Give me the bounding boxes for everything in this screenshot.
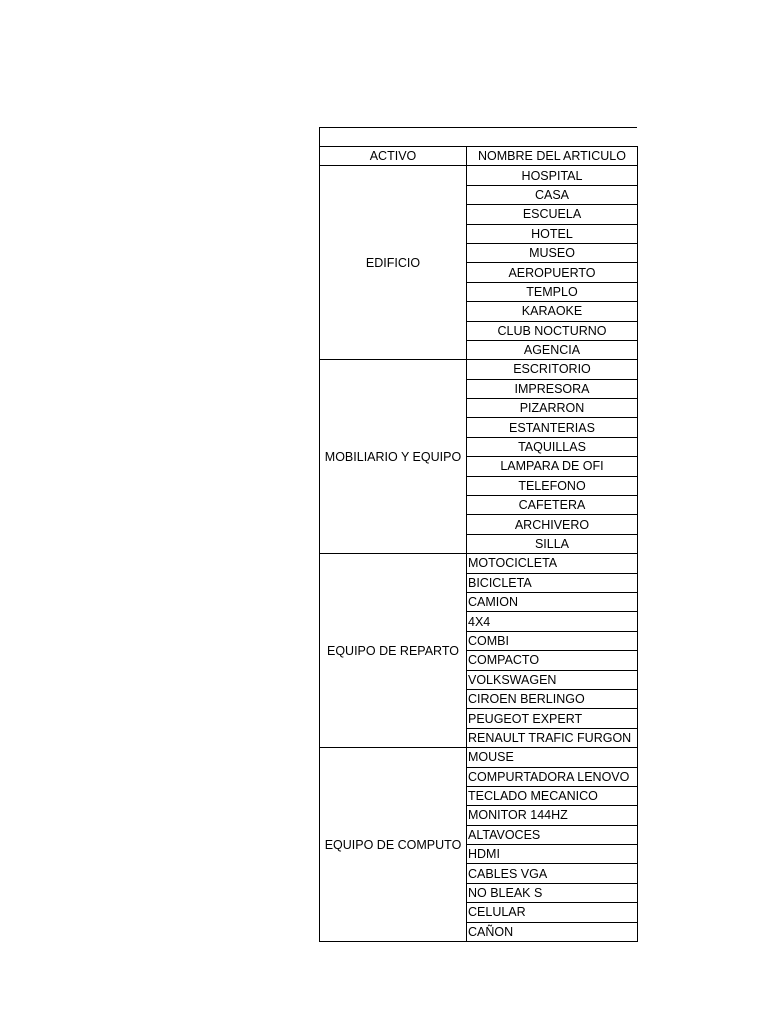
articulo-cell: COMPACTO: [467, 651, 638, 670]
header-nombre-del-articulo: NOMBRE DEL ARTICULO: [467, 147, 638, 166]
articulo-cell: 4X4: [467, 612, 638, 631]
articulo-cell: HOSPITAL: [467, 166, 638, 185]
articulo-cell: AGENCIA: [467, 340, 638, 359]
articulo-cell: RENAULT TRAFIC FURGON: [467, 728, 638, 747]
articulo-cell: CIROEN BERLINGO: [467, 689, 638, 708]
activo-cell: MOBILIARIO Y EQUIPO: [320, 360, 467, 554]
articulo-cell: CELULAR: [467, 903, 638, 922]
articulo-cell: COMBI: [467, 631, 638, 650]
articulo-cell: VOLKSWAGEN: [467, 670, 638, 689]
articulo-cell: HOTEL: [467, 224, 638, 243]
activo-cell: EDIFICIO: [320, 166, 467, 360]
table-row: [320, 748, 638, 767]
table-body: [320, 166, 638, 942]
articulo-cell: ALTAVOCES: [467, 825, 638, 844]
articulo-cell: MONITOR 144HZ: [467, 806, 638, 825]
header-activo: ACTIVO: [320, 147, 467, 166]
header-row: [320, 147, 638, 166]
articulo-cell: TELEFONO: [467, 476, 638, 495]
table-row: [320, 360, 638, 379]
articulo-cell: ARCHIVERO: [467, 515, 638, 534]
articulo-cell: COMPURTADORA LENOVO: [467, 767, 638, 786]
articulo-cell: NO BLEAK S: [467, 883, 638, 902]
spreadsheet: [319, 127, 637, 942]
articulo-cell: ESCUELA: [467, 205, 638, 224]
articulo-cell: TAQUILLAS: [467, 437, 638, 456]
articulo-cell: CABLES VGA: [467, 864, 638, 883]
articulo-cell: CAMION: [467, 592, 638, 611]
table-row: [320, 554, 638, 573]
activo-cell: EQUIPO DE REPARTO: [320, 554, 467, 748]
articulo-cell: HDMI: [467, 845, 638, 864]
articulo-cell: ESTANTERIAS: [467, 418, 638, 437]
articulo-cell: BICICLETA: [467, 573, 638, 592]
articulo-cell: CAFETERA: [467, 496, 638, 515]
articulo-cell: CLUB NOCTURNO: [467, 321, 638, 340]
articulo-cell: PIZARRON: [467, 399, 638, 418]
articulo-cell: MOTOCICLETA: [467, 554, 638, 573]
articulo-cell: CASA: [467, 185, 638, 204]
activo-cell: EQUIPO DE COMPUTO: [320, 748, 467, 942]
articulo-cell: CAÑON: [467, 922, 638, 941]
articulo-cell: TECLADO MECANICO: [467, 786, 638, 805]
articulo-cell: PEUGEOT EXPERT: [467, 709, 638, 728]
articulo-cell: MUSEO: [467, 243, 638, 262]
articulo-cell: KARAOKE: [467, 302, 638, 321]
articulo-cell: MOUSE: [467, 748, 638, 767]
articulo-cell: AEROPUERTO: [467, 263, 638, 282]
empty-title-row: [319, 127, 637, 146]
articulo-cell: SILLA: [467, 534, 638, 553]
articulo-cell: ESCRITORIO: [467, 360, 638, 379]
table-row: [320, 166, 638, 185]
articulo-cell: IMPRESORA: [467, 379, 638, 398]
articulo-cell: LAMPARA DE OFI: [467, 457, 638, 476]
assets-table: [319, 146, 638, 942]
articulo-cell: TEMPLO: [467, 282, 638, 301]
